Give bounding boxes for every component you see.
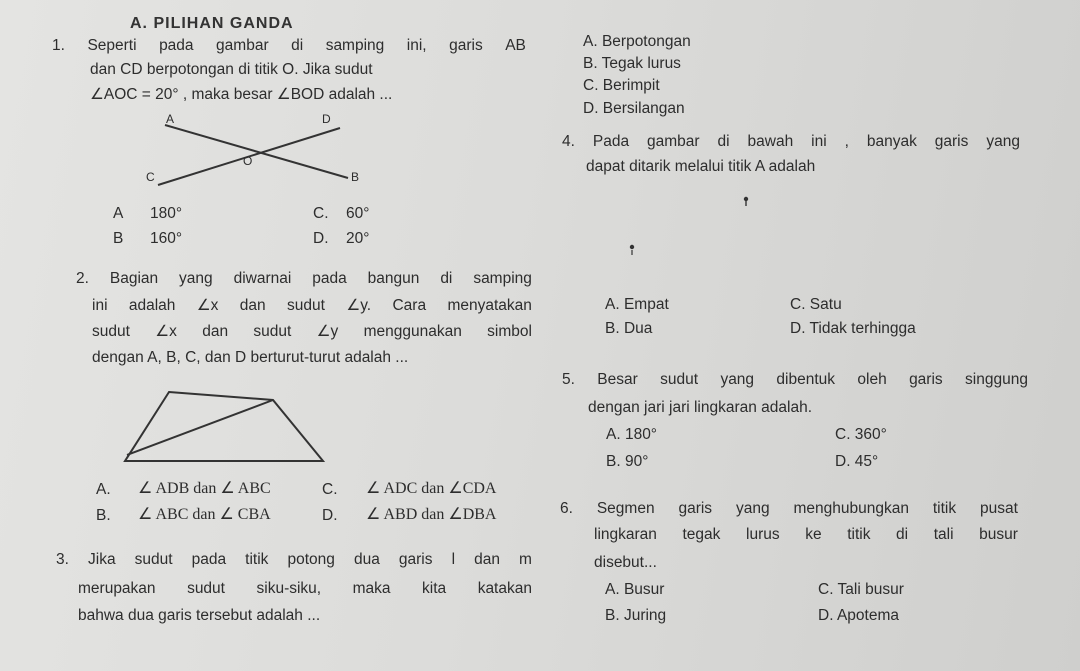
trapezoid-diagonal [127,400,273,455]
q2-option-b-letter[interactable]: B. [96,507,111,524]
prev-option-b[interactable]: B. Tegak lurus [583,55,681,72]
prev-option-d[interactable]: D. Bersilangan [583,100,685,117]
q6-option-d[interactable]: D. Apotema [818,607,899,624]
q3-option-d[interactable]: D. Tidak terhingga [790,320,916,337]
prev-option-c[interactable]: C. Berimpit [583,77,660,94]
q1-option-c-value: 60° [346,205,370,222]
q6-line-1: 6. Segmen garis yang menghubungkan titik pusat [560,500,1018,517]
q5-line-2: dengan jari jari lingkaran adalah. [588,399,813,416]
q6-line-3: disebut... [594,554,657,571]
q1-option-b-value: 160° [150,230,183,247]
q2-option-c-text: ∠ ADC dan ∠CDA [366,480,497,497]
q3-option-c[interactable]: C. Satu [790,296,842,313]
point-label-d: D [322,112,331,126]
q3-line-2: merupakan sudut siku-siku, maka kita katakan [78,580,532,597]
q1-option-d-letter[interactable]: D. [313,230,329,247]
q6-option-c[interactable]: C. Tali busur [818,581,904,598]
q1-option-a-letter[interactable]: A [113,205,124,222]
q3-option-b[interactable]: B. Dua [605,320,653,337]
q1-option-c-letter[interactable]: C. [313,205,329,222]
point-dot [630,245,634,249]
q1-option-d-value: 20° [346,230,370,247]
q5-option-a[interactable]: A. 180° [606,426,658,443]
q2-line-4: dengan A, B, C, dan D berturut-turut adalah ... [92,349,409,366]
q5-option-c[interactable]: C. 360° [835,426,887,443]
q1-option-b-letter[interactable]: B [113,230,124,247]
q1-line-2: dan CD berpotongan di titik O. Jika sudut [90,61,373,78]
q4-line-1: 4. Pada gambar di bawah ini , banyak garis yang [562,133,1020,150]
q2-option-b-text: ∠ ABC dan ∠ CBA [138,506,271,523]
q6-line-2: lingkaran tegak lurus ke titik di tali busur [594,526,1018,543]
q2-option-d-text: ∠ ABD dan ∠DBA [366,506,497,523]
prev-option-a[interactable]: A. Berpotongan [583,33,691,50]
q2-line-3: sudut ∠x dan sudut ∠y menggunakan simbol [92,323,532,340]
q5-option-b[interactable]: B. 90° [606,453,649,470]
q2-line-2: ini adalah ∠x dan sudut ∠y. Cara menyatakan [92,297,532,314]
line-ab [165,125,348,178]
q3-line-3: bahwa dua garis tersebut adalah ... [78,607,321,624]
point-a-dot [744,197,748,201]
q1-line-3: ∠AOC = 20° , maka besar ∠BOD adalah ... [90,86,393,103]
q2-option-a-text: ∠ ADB dan ∠ ABC [138,480,271,497]
q2-option-d-letter[interactable]: D. [322,507,338,524]
q5-option-d[interactable]: D. 45° [835,453,879,470]
q3-line-1: 3. Jika sudut pada titik potong dua garis l dan m [56,551,532,568]
point-label-b: B [351,170,360,184]
trapezoid-outline [125,392,323,461]
point-label-c: C [146,170,155,184]
q6-option-a[interactable]: A. Busur [605,581,665,598]
q6-option-b[interactable]: B. Juring [605,607,667,624]
q1-line-1: 1. Seperti pada gambar di samping ini, garis AB [52,37,526,54]
q2-option-c-letter[interactable]: C. [322,481,338,498]
q1-option-a-value: 180° [150,205,183,222]
section-heading: A. PILIHAN GANDA [130,15,294,32]
point-label-o: O [243,154,253,168]
q2-line-1: 2. Bagian yang diwarnai pada bangun di samping [76,270,532,287]
q5-line-1: 5. Besar sudut yang dibentuk oleh garis singgung [562,371,1028,388]
q2-option-a-letter[interactable]: A. [96,481,111,498]
q2-trapezoid-figure [0,0,1,1]
q3-option-a[interactable]: A. Empat [605,296,669,313]
q4-line-2: dapat ditarik melalui titik A adalah [586,158,816,175]
point-label-a: A [166,112,175,126]
